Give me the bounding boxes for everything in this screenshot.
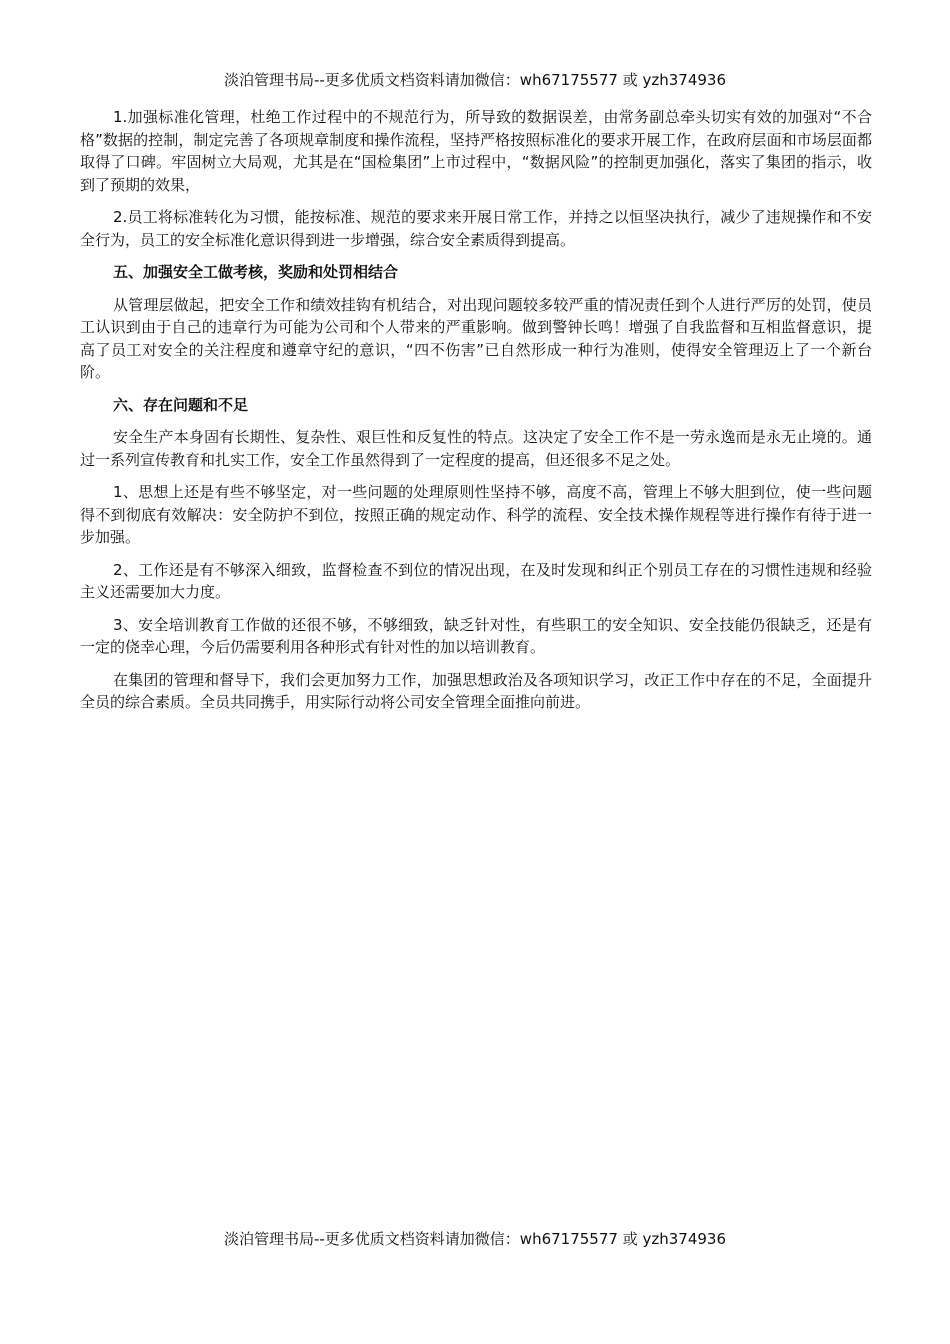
paragraph-safety-nature: 安全生产本身固有长期性、复杂性、艰巨性和反复性的特点。这决定了安全工作不是一劳永逸而是永无止境的。通过一系列宣传教育和扎实工作，安全工作虽然得到了一定程度的提高，但还很多不足之处。 — [80, 428, 872, 469]
paragraph-problem-1: 1、思想上还是有些不够坚定，对一些问题的处理原则性坚持不够，高度不高，管理上不够大胆到位，使一些问题得不到彻底有效解决：安全防护不到位，按照正确的规定动作、科学的流程、安全技术操作规程等进行操作有待于进一步加强。 — [80, 483, 872, 546]
paragraph-standardization: 1.加强标准化管理，杜绝工作过程中的不规范行为，所导致的数据误差，由常务副总牵头切实有效的加强对“不合格”数据的控制，制定完善了各项规章制度和操作流程，坚持严格按照标准化的要求开展工作，在政府层面和市场层面都取得了口碑。牢固树立大局观，尤其是在“国检集团”上市过程中，“数据风险”的控制更加强化，落实了集团的指示，收到了预期的效果， — [80, 108, 872, 194]
running-footer: 淡泊管理书局--更多优质文档资料请加微信：wh67175577 或 yzh374936 — [223, 1230, 726, 1248]
document-body — [80, 106, 872, 724]
section-heading-assessment: 五、加强安全工做考核，奖励和处罚相结合 — [113, 263, 399, 281]
paragraph-employee-habits: 2.员工将标准转化为习惯，能按标准、规范的要求来开展日常工作，并持之以恒坚决执行，减少了违规操作和不安全行为，员工的安全标准化意识得到进一步增强，综合安全素质得到提高。 — [80, 208, 872, 249]
paragraph-problem-2: 2、工作还是有不够深入细致，监督检查不到位的情况出现，在及时发现和纠正个别员工存在的习惯性违规和经验主义还需要加大力度。 — [80, 560, 872, 601]
running-header: 淡泊管理书局--更多优质文档资料请加微信：wh67175577 或 yzh374936 — [223, 71, 726, 89]
paragraph-performance-link: 从管理层做起，把安全工作和绩效挂钩有机结合，对出现问题较多较严重的情况责任到个人进行严厉的处罚，使员工认识到由于自己的违章行为可能为公司和个人带来的严重影响。做到警钟长鸣！增强了自我监督和互相监督意识，提高了员工对安全的关注程度和遵章守纪的意识，“四不伤害”已自然形成一种行为准则，使得安全管理迈上了一个新台阶。 — [80, 295, 872, 381]
section-heading-problems: 六、存在问题和不足 — [113, 395, 249, 414]
paragraph-problem-3: 3、安全培训教育工作做的还很不够，不够细致，缺乏针对性，有些职工的安全知识、安全技能仍很缺乏，还是有一定的侥幸心理，今后仍需要利用各种形式有针对性的加以培训教育。 — [80, 615, 872, 656]
paragraph-conclusion: 在集团的管理和督导下，我们会更加努力工作，加强思想政治及各项知识学习，改正工作中存在的不足，全面提升全员的综合素质。全员共同携手，用实际行动将公司安全管理全面推向前进。 — [80, 670, 872, 711]
